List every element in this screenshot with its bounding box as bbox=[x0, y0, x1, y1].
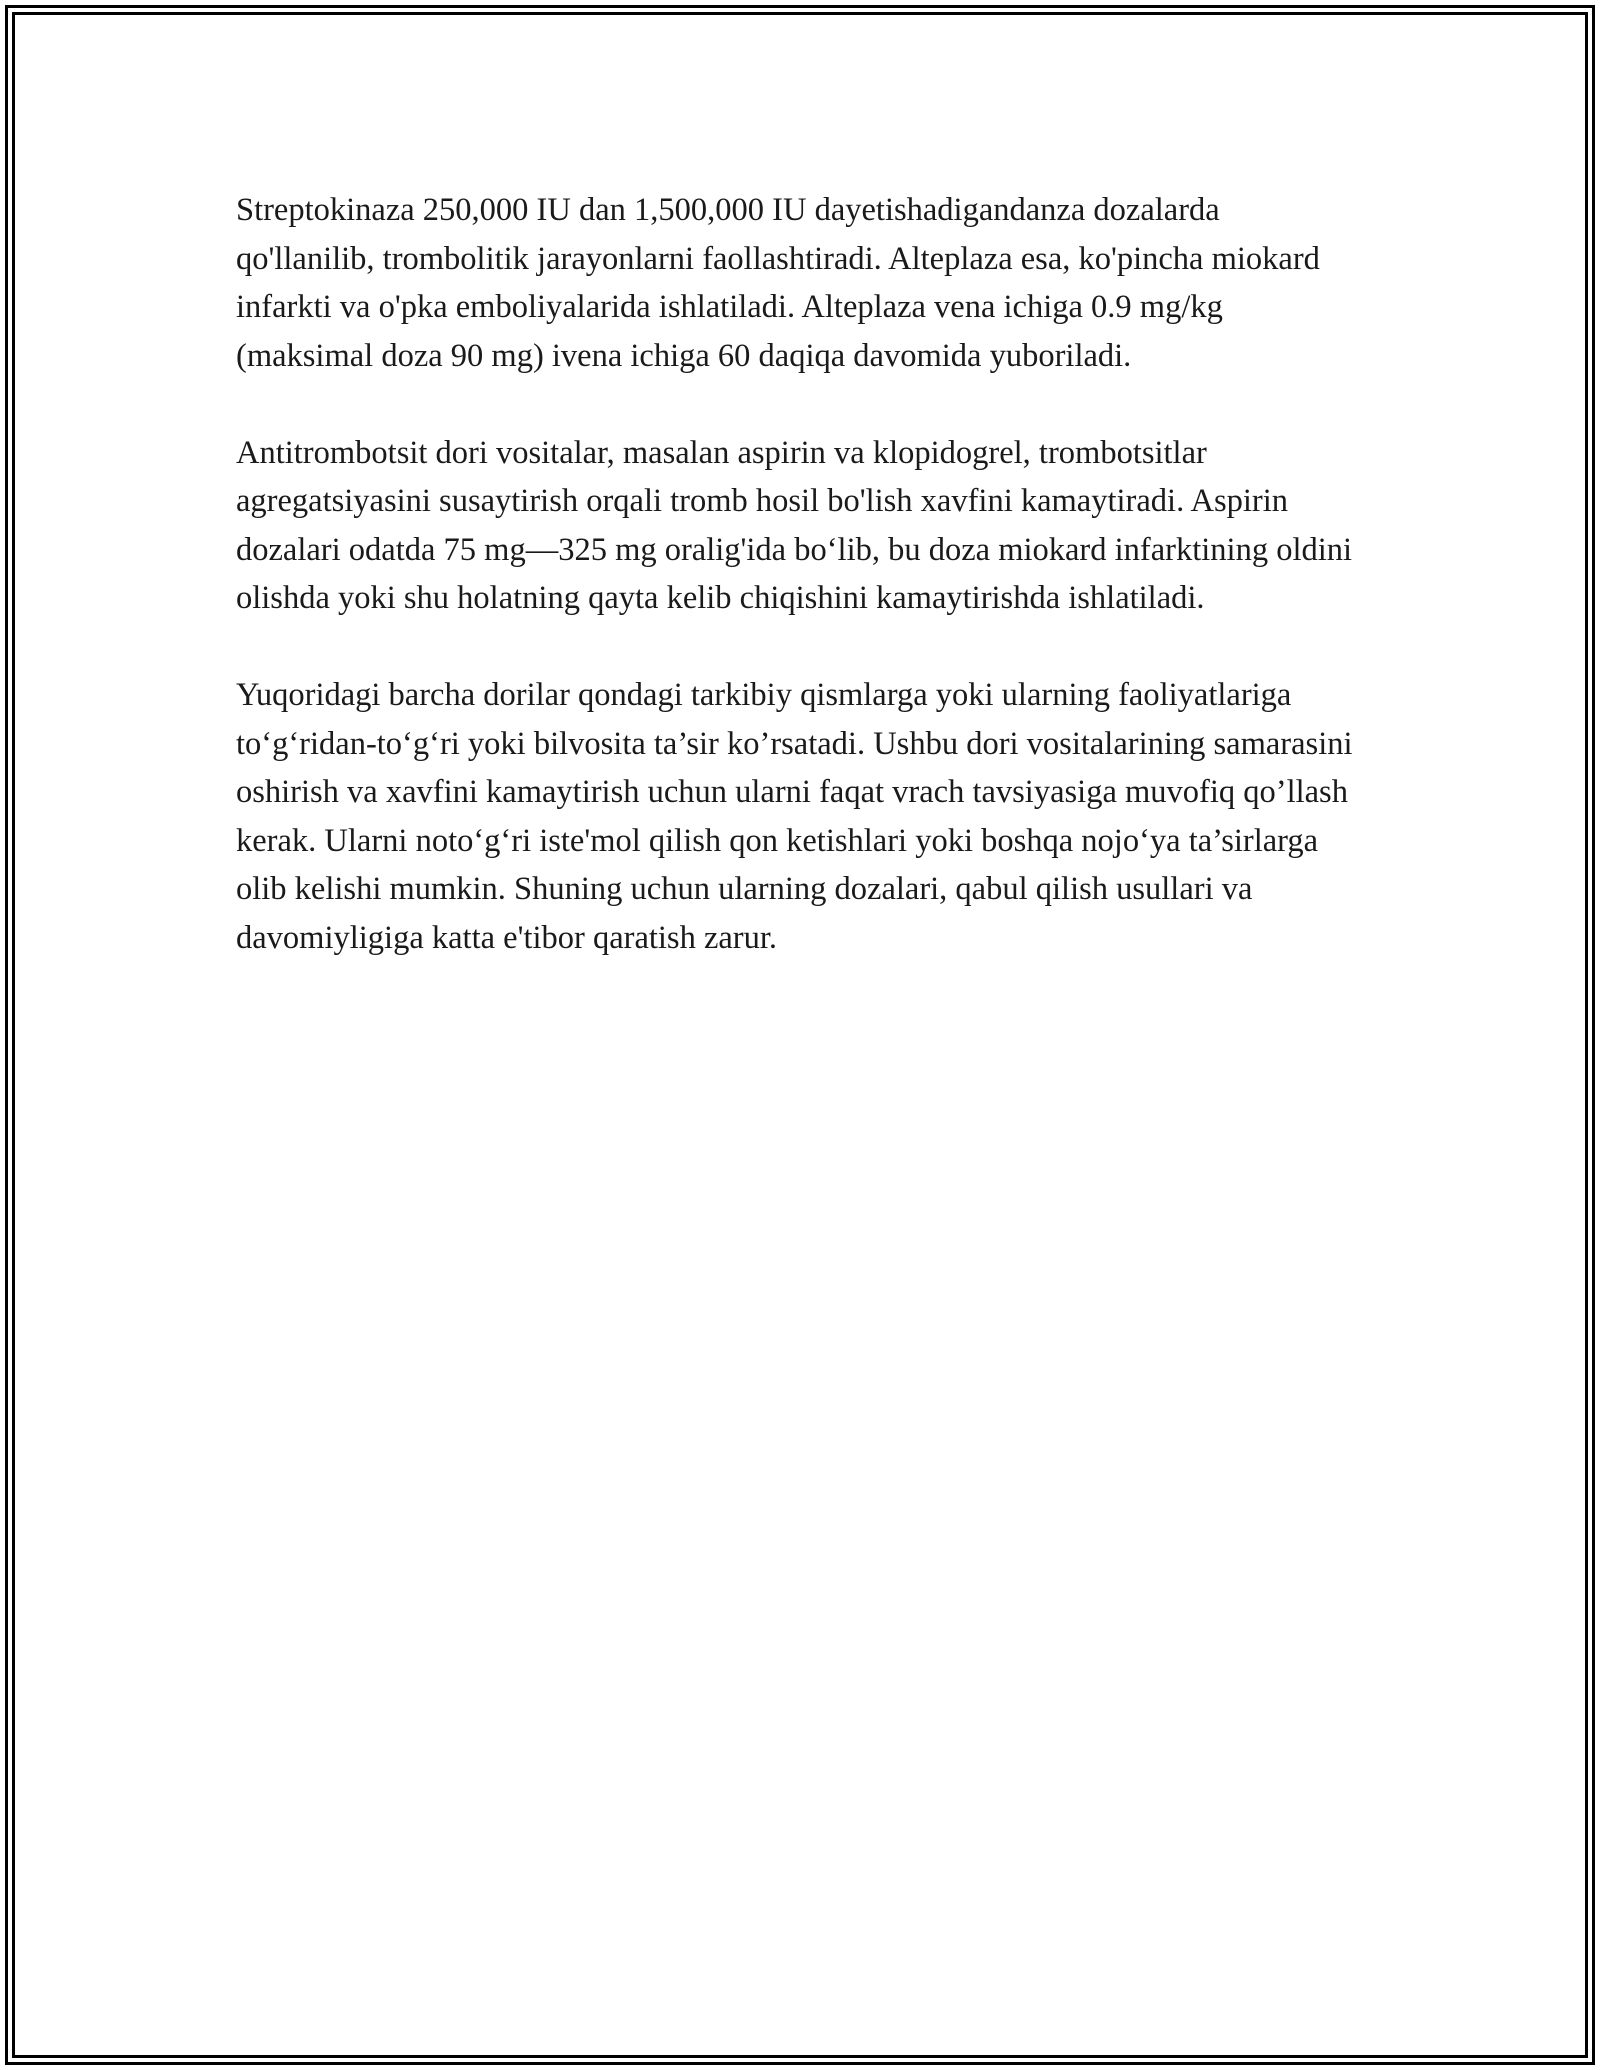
paragraph-streptokinaza: Streptokinaza 250,000 IU dan 1,500,000 IU dayetishadigandanza dozalarda qo'llanilib, trombolitik jarayonlarni faollashtiradi. Alteplaza esa, ko'pincha miokard infarkti va o'pka emboliyalarida ishlatiladi. Alteplaza vena ichiga 0.9 mg/kg (maksimal doza 90 mg) ivena ichiga 60 daqiqa davomida yuboriladi. bbox=[236, 192, 1320, 374]
paragraph-antitrombotsit: Antitrombotsit dori vositalar, masalan aspirin va klopidogrel, trombotsitlar agregatsiyasini susaytirish orqali tromb hosil bo'lish xavfini kamaytiradi. Aspirin dozalari odatda 75 mg—325 mg oralig'ida bo‘lib, bu doza miokard infarktining oldini olishda yoki shu holatning qayta kelib chiqishini kamaytirishda ishlatiladi. bbox=[236, 434, 1353, 616]
document-body bbox=[236, 186, 1356, 1011]
paragraph-yuqoridagi: Yuqoridagi barcha dorilar qondagi tarkibiy qismlarga yoki ularning faoliyatlariga to‘g‘ridan-to‘g‘ri yoki bilvosita ta’sir ko’rsatadi. Ushbu dori vositalarining samarasini oshirish va xavfini kamaytirish uchun ularni faqat vrach tavsiyasiga muvofiq qo’llash kerak. Ularni noto‘g‘ri iste'mol qilish qon ketishlari yoki boshqa nojo‘ya ta’sirlarga olib kelishi mumkin. Shuning uchun ularning dozalari, qabul qilish usullari va davomiyligiga katta e'tibor qaratish zarur. bbox=[236, 677, 1353, 956]
